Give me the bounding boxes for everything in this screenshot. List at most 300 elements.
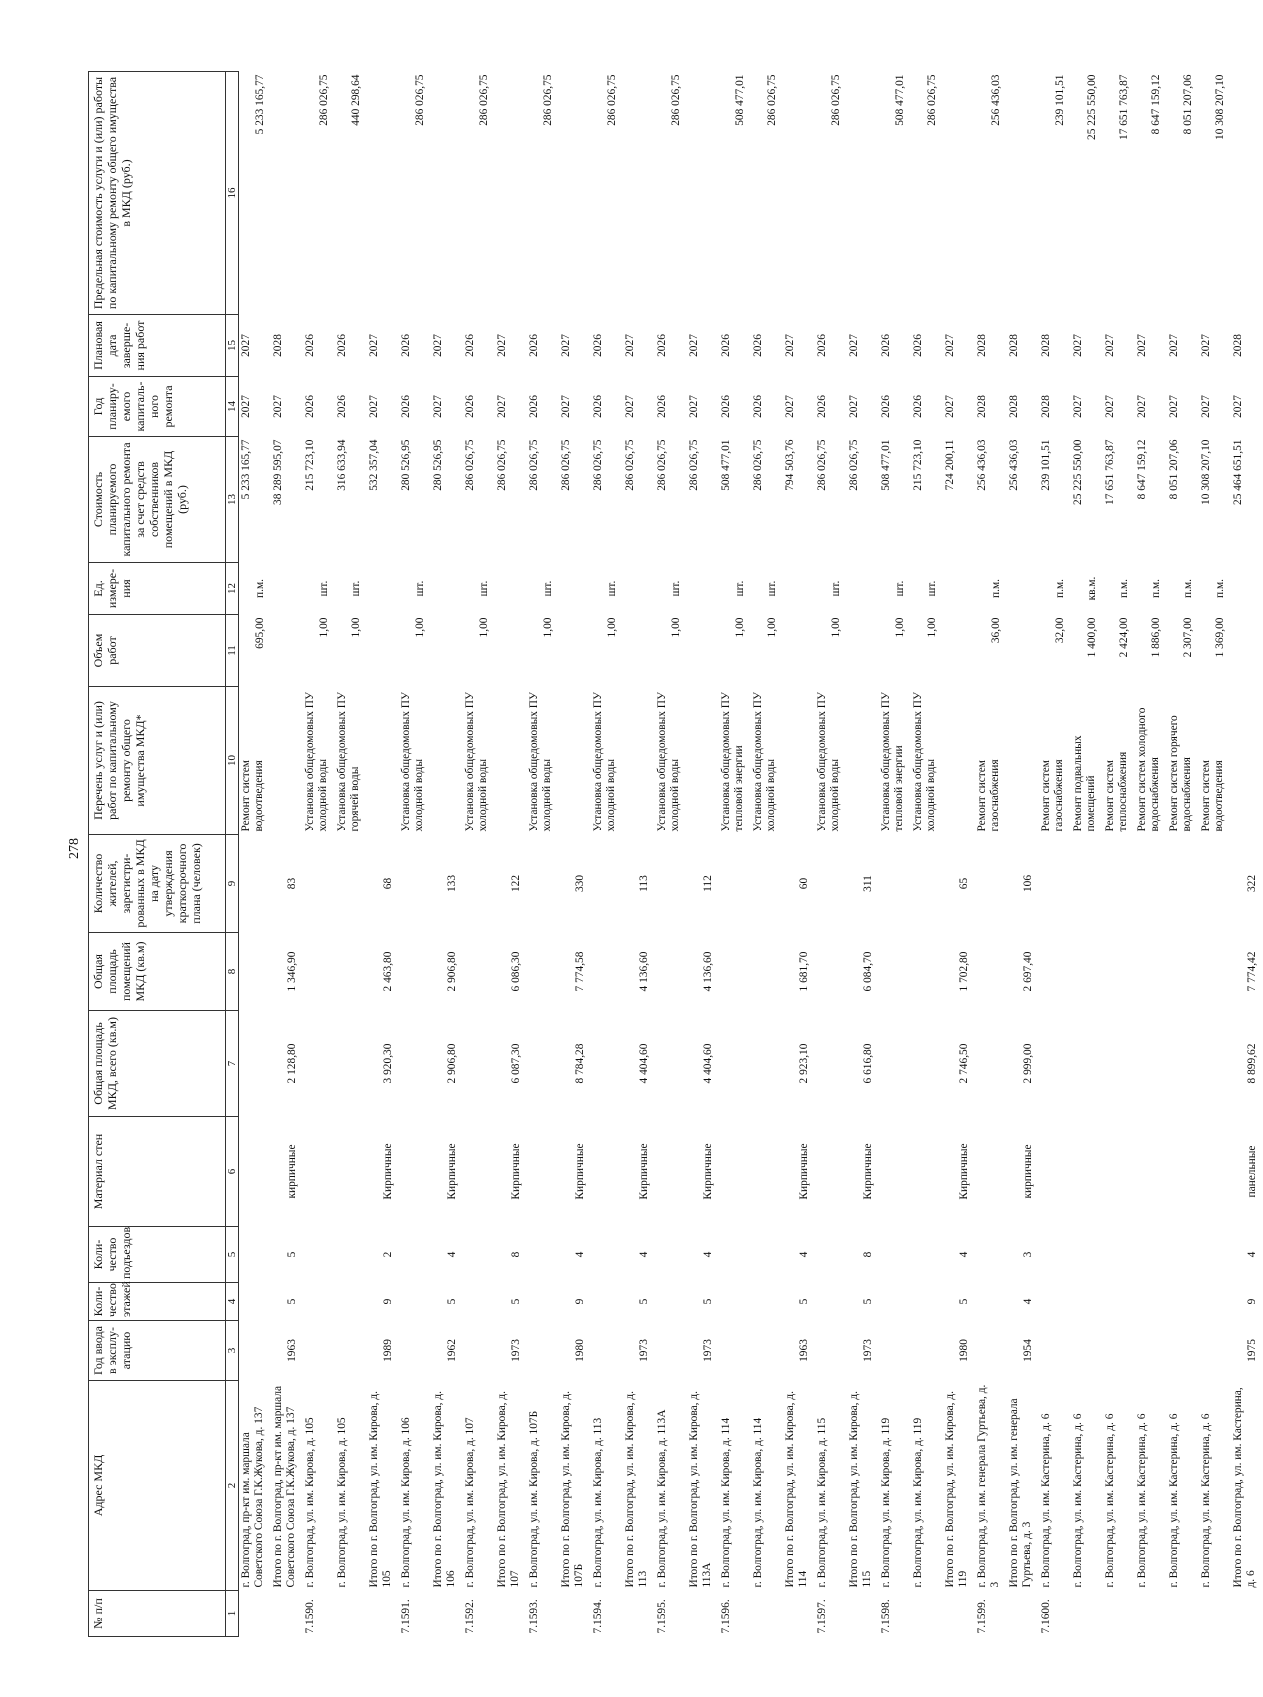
planned-cost-cell: 532 357,04 bbox=[367, 439, 380, 491]
row-number bbox=[623, 1591, 655, 1637]
column-number: 10 bbox=[226, 687, 239, 835]
planned-year-cell: 2026 bbox=[463, 395, 476, 418]
work-volume-cell: 1,00 bbox=[765, 617, 778, 638]
wall-material-cell bbox=[655, 1117, 687, 1227]
premises-area-cell: 1 681,70 bbox=[797, 951, 810, 992]
wall-material-cell: Кирпичные bbox=[509, 1143, 522, 1200]
limit-cost-cell bbox=[943, 72, 975, 315]
total-area-cell: 6 087,30 bbox=[509, 1043, 522, 1084]
entrances-cell bbox=[879, 1227, 911, 1283]
floors-cell bbox=[303, 1283, 335, 1321]
unit-cell: шт. bbox=[349, 580, 362, 597]
planned-year-cell: 2026 bbox=[303, 395, 316, 418]
limit-cost-cell: 286 026,75 bbox=[765, 74, 778, 126]
planned-year-cell: 2026 bbox=[911, 395, 924, 418]
column-number: 14 bbox=[226, 377, 239, 437]
work-type-cell: Ремонт систем водоотведения bbox=[1199, 759, 1225, 832]
planned-cost-cell: 239 101,51 bbox=[1039, 439, 1052, 491]
row-number bbox=[335, 1591, 367, 1637]
address-cell: г. Волгоград, ул. им. Кастерина, д. 6 bbox=[1199, 1413, 1212, 1588]
premises-area-cell: 6 086,30 bbox=[509, 951, 522, 992]
work-volume-cell: 1 400,00 bbox=[1085, 617, 1098, 658]
work-volume-cell: 2 307,00 bbox=[1181, 617, 1194, 658]
unit-cell: п.м. bbox=[1149, 579, 1162, 598]
unit-cell: шт. bbox=[413, 580, 426, 597]
work-volume-cell bbox=[783, 615, 815, 687]
address-cell: г. Волгоград, ул. им. Кирова, д. 113 bbox=[591, 1417, 604, 1588]
planned-cost-cell: 286 026,75 bbox=[463, 439, 476, 491]
row-number bbox=[431, 1591, 463, 1637]
row-number: 7.1596. bbox=[719, 1599, 732, 1634]
floors-cell bbox=[1071, 1283, 1103, 1321]
wall-material-cell bbox=[335, 1117, 367, 1227]
work-volume-cell: 1 886,00 bbox=[1149, 617, 1162, 658]
column-header: Объем работ bbox=[89, 615, 226, 687]
address-cell: г. Волгоград, ул. им. Кирова, д. 115 bbox=[815, 1417, 828, 1588]
unit-cell bbox=[431, 563, 463, 615]
floors-cell: 5 bbox=[797, 1298, 810, 1305]
residents-cell bbox=[463, 835, 495, 933]
entrances-cell bbox=[1135, 1227, 1167, 1283]
floors-cell bbox=[1167, 1283, 1199, 1321]
address-cell: Итого по г. Волгоград, ул. им. Кирова, д. 113 bbox=[623, 1390, 649, 1588]
column-header: Перечень услуг и (или) работ по капитальному ремонту общего имущества МКД* bbox=[89, 687, 226, 835]
premises-area-cell bbox=[975, 933, 1007, 1011]
floors-cell: 5 bbox=[957, 1298, 970, 1305]
planned-cost-cell: 316 633,94 bbox=[335, 439, 348, 491]
total-area-cell: 2 128,80 bbox=[285, 1043, 298, 1084]
planned-cost-cell: 794 503,76 bbox=[783, 439, 796, 491]
row-number bbox=[1167, 1591, 1199, 1637]
work-type-cell bbox=[367, 687, 399, 835]
limit-cost-cell: 508 477,01 bbox=[893, 74, 906, 126]
work-type-cell bbox=[271, 687, 303, 835]
completion-year-cell: 2027 bbox=[367, 334, 380, 357]
planned-year-cell: 2027 bbox=[1167, 395, 1180, 418]
floors-cell: 5 bbox=[445, 1298, 458, 1305]
planned-cost-cell: 286 026,75 bbox=[527, 439, 540, 491]
wall-material-cell bbox=[1199, 1117, 1231, 1227]
premises-area-cell: 2 906,80 bbox=[445, 951, 458, 992]
table-row bbox=[911, 72, 943, 1637]
column-header: Коли-чество этажей bbox=[89, 1283, 226, 1321]
column-header: Общая площадь МКД, всего (кв.м) bbox=[89, 1011, 226, 1117]
premises-area-cell bbox=[399, 933, 431, 1011]
work-volume-cell: 1,00 bbox=[605, 617, 618, 638]
work-type-cell bbox=[847, 687, 879, 835]
premises-area-cell: 2 697,40 bbox=[1021, 951, 1034, 992]
row-number bbox=[1007, 1591, 1039, 1637]
planned-cost-cell: 256 436,03 bbox=[975, 439, 988, 491]
premises-area-cell bbox=[527, 933, 559, 1011]
planned-cost-cell: 256 436,03 bbox=[1007, 439, 1020, 491]
work-type-cell bbox=[943, 687, 975, 835]
floors-cell: 9 bbox=[1245, 1298, 1258, 1305]
page-number: 278 bbox=[67, 838, 82, 859]
table-row bbox=[943, 72, 975, 1637]
premises-area-cell bbox=[303, 933, 335, 1011]
floors-cell: 5 bbox=[285, 1298, 298, 1305]
planned-year-cell: 2026 bbox=[751, 395, 764, 418]
column-number: 2 bbox=[226, 1381, 239, 1591]
planned-cost-cell: 286 026,75 bbox=[495, 439, 508, 491]
address-cell: г. Волгоград, ул. им. Кастерина, д. 6 bbox=[1039, 1413, 1052, 1588]
total-area-cell bbox=[1039, 1011, 1071, 1117]
total-area-cell bbox=[815, 1011, 847, 1117]
total-area-cell bbox=[751, 1011, 783, 1117]
year-built-cell: 1973 bbox=[701, 1339, 714, 1362]
total-area-cell: 4 404,60 bbox=[637, 1043, 650, 1084]
work-type-cell: Установка общедомовых ПУ холодной воды bbox=[399, 691, 425, 832]
row-number bbox=[495, 1591, 527, 1637]
row-number bbox=[271, 1591, 303, 1637]
planned-year-cell: 2027 bbox=[1199, 395, 1212, 418]
floors-cell: 4 bbox=[1021, 1298, 1034, 1305]
work-type-cell bbox=[687, 687, 719, 835]
work-type-cell: Ремонт систем газоснабжения bbox=[975, 759, 1001, 832]
address-cell: г. Волгоград, пр-кт им. маршала Советского Союза Г.К.Жукова, д. 137 bbox=[240, 1406, 265, 1588]
address-cell: г. Волгоград, ул. им. генерала Гуртьева, д. 3 bbox=[975, 1384, 1001, 1588]
row-number bbox=[687, 1591, 719, 1637]
row-number: 7.1590. bbox=[303, 1599, 316, 1634]
row-number bbox=[1231, 1591, 1263, 1637]
address-cell: г. Волгоград, ул. им. Кирова, д. 114 bbox=[751, 1417, 764, 1588]
planned-year-cell: 2027 bbox=[687, 395, 700, 418]
table-row bbox=[335, 72, 367, 1637]
work-volume-cell: 1,00 bbox=[733, 617, 746, 638]
completion-year-cell: 2027 bbox=[495, 334, 508, 357]
total-area-cell bbox=[1103, 1011, 1135, 1117]
table-row bbox=[975, 72, 1007, 1637]
planned-year-cell: 2027 bbox=[847, 395, 860, 418]
limit-cost-cell: 440 298,64 bbox=[349, 74, 362, 126]
work-volume-cell bbox=[431, 615, 463, 687]
wall-material-cell bbox=[975, 1117, 1007, 1227]
floors-cell: 9 bbox=[573, 1298, 586, 1305]
completion-year-cell: 2026 bbox=[399, 334, 412, 357]
work-type-cell: Установка общедомовых ПУ холодной воды bbox=[591, 691, 617, 832]
premises-area-cell bbox=[463, 933, 495, 1011]
residents-cell bbox=[879, 835, 911, 933]
column-number: 16 bbox=[226, 72, 239, 315]
unit-cell: п.м. bbox=[989, 579, 1002, 598]
residents-cell: 311 bbox=[861, 875, 874, 892]
table-row bbox=[847, 72, 879, 1637]
row-number: 7.1593. bbox=[527, 1599, 540, 1634]
floors-cell bbox=[879, 1283, 911, 1321]
row-number bbox=[367, 1591, 399, 1637]
year-built-cell bbox=[303, 1321, 335, 1381]
entrances-cell: 8 bbox=[509, 1251, 522, 1258]
total-area-cell bbox=[239, 1011, 271, 1117]
work-volume-cell bbox=[559, 615, 591, 687]
year-built-cell bbox=[527, 1321, 559, 1381]
premises-area-cell: 2 463,80 bbox=[381, 951, 394, 992]
planned-cost-cell: 286 026,75 bbox=[687, 439, 700, 491]
column-number: 8 bbox=[226, 933, 239, 1011]
planned-cost-cell: 215 723,10 bbox=[303, 439, 316, 491]
residents-cell bbox=[527, 835, 559, 933]
wall-material-cell bbox=[303, 1117, 335, 1227]
unit-cell: шт. bbox=[893, 580, 906, 597]
year-built-cell bbox=[463, 1321, 495, 1381]
limit-cost-cell bbox=[623, 72, 655, 315]
unit-cell bbox=[559, 563, 591, 615]
total-area-cell: 2 999,00 bbox=[1021, 1043, 1034, 1084]
residents-cell bbox=[815, 835, 847, 933]
work-type-cell bbox=[1231, 687, 1263, 835]
limit-cost-cell bbox=[847, 72, 879, 315]
address-cell: Итого по г. Волгоград, ул. им. Кирова, д. 119 bbox=[943, 1390, 969, 1588]
planned-year-cell: 2027 bbox=[1071, 395, 1084, 418]
planned-year-cell: 2026 bbox=[591, 395, 604, 418]
total-area-cell bbox=[303, 1011, 335, 1117]
residents-cell: 113 bbox=[637, 875, 650, 892]
address-cell: г. Волгоград, ул. им. Кирова, д. 107Б bbox=[527, 1410, 540, 1588]
entrances-cell bbox=[975, 1227, 1007, 1283]
column-header: Общая площадь помещений МКД (кв.м) bbox=[89, 933, 226, 1011]
wall-material-cell bbox=[399, 1117, 431, 1227]
unit-cell: шт. bbox=[733, 580, 746, 597]
residents-cell bbox=[399, 835, 431, 933]
planned-cost-cell: 286 026,75 bbox=[751, 439, 764, 491]
completion-year-cell: 2026 bbox=[303, 334, 316, 357]
total-area-cell bbox=[399, 1011, 431, 1117]
entrances-cell bbox=[591, 1227, 623, 1283]
work-volume-cell: 2 424,00 bbox=[1117, 617, 1130, 658]
year-built-cell: 1963 bbox=[285, 1339, 298, 1362]
entrances-cell bbox=[1103, 1227, 1135, 1283]
residents-cell bbox=[591, 835, 623, 933]
column-number: 5 bbox=[226, 1227, 239, 1283]
completion-year-cell: 2026 bbox=[463, 334, 476, 357]
limit-cost-cell: 239 101,51 bbox=[1053, 74, 1066, 126]
planned-year-cell: 2026 bbox=[335, 395, 348, 418]
floors-cell bbox=[815, 1283, 847, 1321]
planned-cost-cell: 215 723,10 bbox=[911, 439, 924, 491]
year-built-cell bbox=[719, 1321, 751, 1381]
entrances-cell bbox=[239, 1227, 271, 1283]
year-built-cell bbox=[1071, 1321, 1103, 1381]
work-type-cell bbox=[623, 687, 655, 835]
entrances-cell bbox=[527, 1227, 559, 1283]
year-built-cell: 1975 bbox=[1245, 1339, 1258, 1362]
work-type-cell: Установка общедомовых ПУ холодной воды bbox=[751, 691, 777, 832]
address-cell: г. Волгоград, ул. им. Кастерина, д. 6 bbox=[1103, 1413, 1116, 1588]
floors-cell bbox=[1039, 1283, 1071, 1321]
year-built-cell bbox=[655, 1321, 687, 1381]
year-built-cell: 1980 bbox=[573, 1339, 586, 1362]
completion-year-cell: 2027 bbox=[1071, 334, 1084, 357]
work-type-cell: Установка общедомовых ПУ холодной воды bbox=[463, 691, 489, 832]
planned-cost-cell: 286 026,75 bbox=[623, 439, 636, 491]
residents-cell: 112 bbox=[701, 875, 714, 892]
column-header: Год ввода в эксплу-атацию bbox=[89, 1321, 226, 1381]
completion-year-cell: 2027 bbox=[847, 334, 860, 357]
residents-cell bbox=[1071, 835, 1103, 933]
unit-cell: п.м. bbox=[254, 579, 266, 598]
premises-area-cell bbox=[719, 933, 751, 1011]
table-row bbox=[463, 72, 495, 1637]
column-header: Материал стен bbox=[89, 1117, 226, 1227]
floors-cell bbox=[719, 1283, 751, 1321]
limit-cost-cell bbox=[783, 72, 815, 315]
total-area-cell bbox=[1199, 1011, 1231, 1117]
premises-area-cell bbox=[1103, 933, 1135, 1011]
header-row bbox=[89, 72, 226, 1637]
work-volume-cell bbox=[623, 615, 655, 687]
column-number: 3 bbox=[226, 1321, 239, 1381]
floors-cell bbox=[591, 1283, 623, 1321]
unit-cell bbox=[1007, 563, 1039, 615]
work-type-cell: Установка общедомовых ПУ тепловой энергии bbox=[879, 691, 905, 832]
column-header: Стоимость планируемого капитального ремонта за счет средств собственников помещений в МКД (руб.) bbox=[89, 437, 226, 563]
total-area-cell: 8 784,28 bbox=[573, 1043, 586, 1084]
work-type-cell: Установка общедомовых ПУ холодной воды bbox=[655, 691, 681, 832]
address-cell: г. Волгоград, ул. им. Кирова, д. 105 bbox=[303, 1417, 316, 1588]
limit-cost-cell: 5 233 165,77 bbox=[254, 74, 266, 135]
row-number bbox=[1071, 1591, 1103, 1637]
work-volume-cell: 1,00 bbox=[829, 617, 842, 638]
planned-cost-cell: 286 026,75 bbox=[655, 439, 668, 491]
column-header: Ед. измере-ния bbox=[89, 563, 226, 615]
wall-material-cell bbox=[591, 1117, 623, 1227]
residents-cell: 330 bbox=[573, 874, 586, 893]
year-built-cell bbox=[399, 1321, 431, 1381]
work-volume-cell: 1,00 bbox=[349, 617, 362, 638]
residents-cell bbox=[751, 835, 783, 933]
address-cell: Итого по г. Волгоград, ул. им. Кастерина, д. 6 bbox=[1231, 1387, 1257, 1588]
wall-material-cell bbox=[527, 1117, 559, 1227]
planned-cost-cell: 25 225 550,00 bbox=[1071, 439, 1084, 505]
limit-cost-cell: 286 026,75 bbox=[413, 74, 426, 126]
wall-material-cell: Кирпичные bbox=[701, 1143, 714, 1200]
planned-year-cell: 2027 bbox=[943, 395, 956, 418]
floors-cell bbox=[1135, 1283, 1167, 1321]
residents-cell bbox=[1135, 835, 1167, 933]
premises-area-cell bbox=[239, 933, 271, 1011]
year-built-cell bbox=[1135, 1321, 1167, 1381]
year-built-cell: 1963 bbox=[797, 1339, 810, 1362]
work-volume-cell: 1,00 bbox=[413, 617, 426, 638]
table-row bbox=[1199, 72, 1231, 1637]
table-row bbox=[495, 72, 527, 1637]
work-volume-cell: 1,00 bbox=[477, 617, 490, 638]
year-built-cell: 1980 bbox=[957, 1339, 970, 1362]
column-header: Предельная стоимость услуги и (или) работы по капитальному ремонту общего имущества в МКД (руб.) bbox=[89, 72, 226, 315]
table-row bbox=[1231, 72, 1263, 1637]
total-area-cell: 2 746,50 bbox=[957, 1043, 970, 1084]
address-cell: г. Волгоград, ул. им. Кирова, д. 114 bbox=[719, 1417, 732, 1588]
planned-cost-cell: 286 026,75 bbox=[559, 439, 572, 491]
column-number: 1 bbox=[226, 1591, 239, 1637]
residents-cell bbox=[719, 835, 751, 933]
limit-cost-cell: 286 026,75 bbox=[925, 74, 938, 126]
table-row bbox=[367, 72, 399, 1637]
limit-cost-cell: 508 477,01 bbox=[733, 74, 746, 126]
entrances-cell bbox=[399, 1227, 431, 1283]
planned-year-cell: 2027 bbox=[1103, 395, 1116, 418]
floors-cell bbox=[975, 1283, 1007, 1321]
unit-cell: шт. bbox=[605, 580, 618, 597]
premises-area-cell bbox=[815, 933, 847, 1011]
unit-cell bbox=[367, 563, 399, 615]
column-number: 12 bbox=[226, 563, 239, 615]
wall-material-cell bbox=[1103, 1117, 1135, 1227]
total-area-cell bbox=[1071, 1011, 1103, 1117]
floors-cell bbox=[655, 1283, 687, 1321]
capital-repair-table bbox=[88, 71, 1263, 1637]
completion-year-cell: 2027 bbox=[1167, 334, 1180, 357]
year-built-cell bbox=[591, 1321, 623, 1381]
row-number bbox=[751, 1591, 783, 1637]
unit-cell: кв.м. bbox=[1085, 576, 1098, 601]
row-number: 7.1600. bbox=[1039, 1599, 1052, 1634]
table-row bbox=[1167, 72, 1199, 1637]
row-number bbox=[911, 1591, 943, 1637]
work-type-cell: Ремонт систем теплоснабжения bbox=[1103, 751, 1129, 832]
wall-material-cell: панельные bbox=[1245, 1145, 1258, 1198]
address-cell: г. Волгоград, ул. им. Кирова, д. 107 bbox=[463, 1417, 476, 1588]
residents-cell: 122 bbox=[509, 874, 522, 893]
unit-cell: шт. bbox=[541, 580, 554, 597]
address-cell: г. Волгоград, ул. им. Кирова, д. 113А bbox=[655, 1409, 668, 1588]
unit-cell: шт. bbox=[829, 580, 842, 597]
residents-cell bbox=[303, 835, 335, 933]
entrances-cell bbox=[335, 1227, 367, 1283]
work-volume-cell: 1,00 bbox=[893, 617, 906, 638]
table-row bbox=[623, 72, 655, 1637]
wall-material-cell bbox=[1039, 1117, 1071, 1227]
wall-material-cell: Кирпичные bbox=[637, 1143, 650, 1200]
year-built-cell bbox=[1039, 1321, 1071, 1381]
address-cell: г. Волгоград, ул. им. Кастерина, д. 6 bbox=[1071, 1413, 1084, 1588]
wall-material-cell bbox=[719, 1117, 751, 1227]
completion-year-cell: 2028 bbox=[975, 334, 988, 357]
unit-cell: п.м. bbox=[1053, 579, 1066, 598]
completion-year-cell: 2027 bbox=[431, 334, 444, 357]
floors-cell bbox=[1103, 1283, 1135, 1321]
entrances-cell: 4 bbox=[637, 1251, 650, 1258]
planned-year-cell: 2026 bbox=[399, 395, 412, 418]
entrances-cell bbox=[751, 1227, 783, 1283]
table-row bbox=[591, 72, 623, 1637]
limit-cost-cell bbox=[1231, 72, 1263, 315]
premises-area-cell bbox=[1167, 933, 1199, 1011]
planned-year-cell: 2027 bbox=[240, 395, 252, 418]
column-header: № п/п bbox=[89, 1591, 226, 1637]
premises-area-cell bbox=[911, 933, 943, 1011]
unit-cell bbox=[943, 563, 975, 615]
limit-cost-cell: 8 051 207,06 bbox=[1181, 74, 1194, 135]
table-row bbox=[1007, 72, 1039, 1637]
wall-material-cell bbox=[751, 1117, 783, 1227]
wall-material-cell: кирпичные bbox=[285, 1144, 298, 1199]
residents-cell bbox=[239, 835, 271, 933]
completion-year-cell: 2026 bbox=[879, 334, 892, 357]
limit-cost-cell bbox=[431, 72, 463, 315]
completion-year-cell: 2026 bbox=[591, 334, 604, 357]
total-area-cell bbox=[527, 1011, 559, 1117]
residents-cell: 106 bbox=[1021, 874, 1034, 893]
year-built-cell: 1973 bbox=[637, 1339, 650, 1362]
wall-material-cell: Кирпичные bbox=[445, 1143, 458, 1200]
entrances-cell: 8 bbox=[861, 1251, 874, 1258]
planned-cost-cell: 286 026,75 bbox=[815, 439, 828, 491]
completion-year-cell: 2027 bbox=[1103, 334, 1116, 357]
premises-area-cell bbox=[1135, 933, 1167, 1011]
planned-cost-cell: 724 200,11 bbox=[943, 439, 956, 491]
